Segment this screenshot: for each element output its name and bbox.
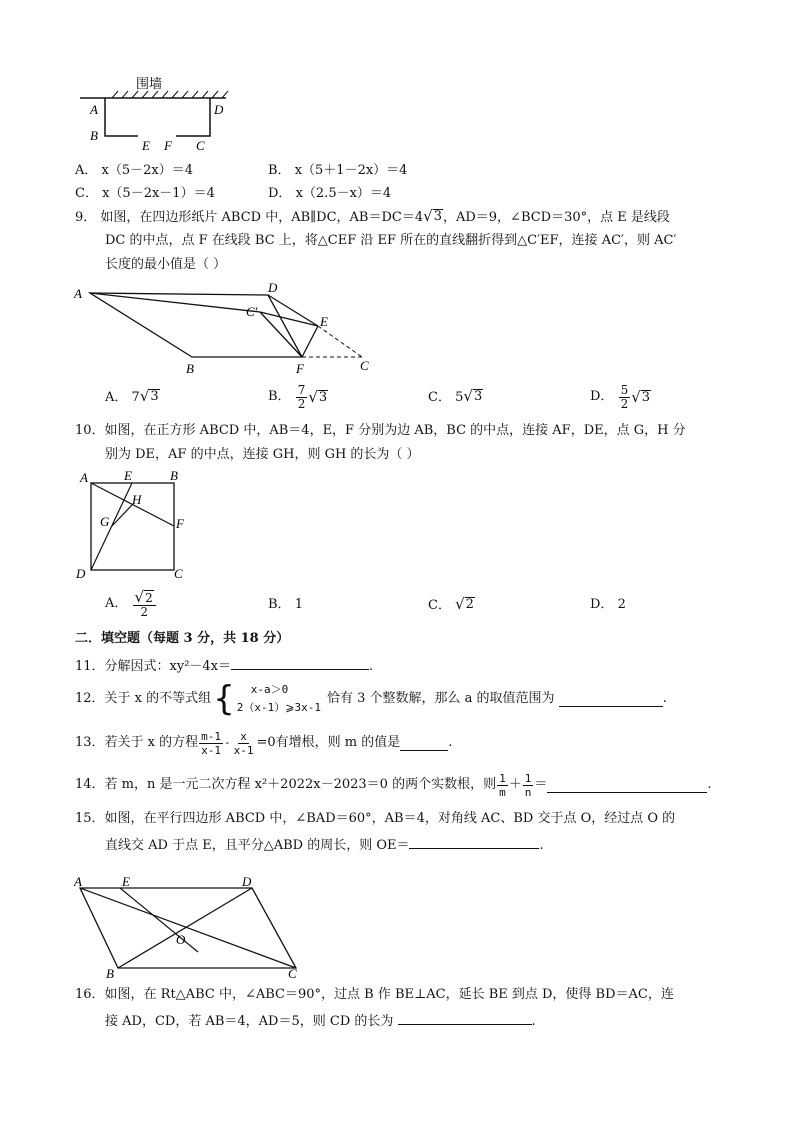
- wall-label: 围墙: [136, 76, 163, 91]
- sqrt-symbol: √ 3: [631, 388, 651, 406]
- point-D: D: [268, 280, 278, 295]
- q14: 14．若 m，n 是一元二次方程 x²＋2022x－2023＝0 的两个实数根，则 $\frac{1}{m}$ ＋ $\frac{1}{n}$ ＝ .: [75, 771, 712, 799]
- point-B: B: [186, 361, 194, 376]
- point-A: A: [74, 874, 82, 889]
- sqrt-symbol: √ 2: [455, 595, 474, 613]
- point-F: F: [176, 516, 184, 531]
- q16-line2: 接 AD，CD，若 AB＝4，AD＝5，则 CD 的长为 .: [105, 1010, 536, 1031]
- point-B: B: [170, 468, 178, 483]
- point-C: C: [174, 566, 183, 581]
- q10-option-d: D． 2: [590, 597, 626, 612]
- q10-line2: 别为 DE，AF 的中点，连接 GH，则 GH 的长为（ ）: [105, 447, 420, 462]
- point-B: B: [106, 966, 114, 981]
- q8-option-a: A． x（5－2x）＝4: [75, 163, 194, 178]
- q8-option-d: D． x（2.5－x）＝4: [268, 186, 392, 201]
- answer-blank[interactable]: [231, 655, 369, 670]
- sqrt-symbol: √ 3: [423, 207, 442, 225]
- point-A: A: [80, 470, 88, 485]
- answer-blank[interactable]: [409, 834, 539, 849]
- point-C: C: [360, 358, 369, 373]
- q9-line2: DC 的中点，点 F 在线段 BC 上，将△CEF 沿 EF 所在的直线翻折得到△C′EF，连接 AC′，则 AC′: [105, 233, 677, 248]
- section-heading: 二．填空题（每题 3 分，共 18 分）: [75, 631, 290, 646]
- point-E: E: [124, 468, 132, 483]
- q15-line2: 直线交 AD 于点 E，且平分△ABD 的周长，则 OE＝ .: [105, 834, 544, 855]
- sqrt-symbol: √ 3: [139, 387, 159, 405]
- q12: 12．关于 x 的不等式组 { x-a＞0 2（x-1）⩾3x-1 恰有 3 个整数解，那么 a 的取值范围为 .: [75, 679, 667, 719]
- q10-option-a: A． √ 2 2: [105, 586, 157, 622]
- sqrt-symbol: √ 2: [134, 588, 153, 606]
- point-E: E: [320, 314, 328, 329]
- point-F: F: [164, 138, 172, 150]
- inequality-brace: {: [213, 679, 235, 719]
- q15-line1: 15．如图，在平行四边形 ABCD 中，∠BAD＝60°，AB＝4，对角线 AC、BD 交于点 O，经过点 O 的: [75, 811, 676, 826]
- q8-option-c: C． x（5－2x－1）＝4: [75, 186, 215, 201]
- point-D: D: [76, 566, 86, 581]
- q10-option-b: B． 1: [268, 597, 303, 612]
- answer-blank[interactable]: [398, 1010, 532, 1025]
- q10-option-c: C． √ 2: [428, 595, 474, 613]
- point-H: H: [132, 492, 142, 507]
- q9-option-c: C． 5 √ 3: [428, 387, 483, 405]
- q11: 11．分解因式：xy²－4x＝ .: [75, 655, 373, 676]
- point-G: G: [100, 514, 110, 529]
- answer-blank[interactable]: [547, 778, 707, 793]
- point-F: F: [296, 361, 304, 376]
- q9-option-b: B． $\frac{7}{2}$ √ 3: [268, 382, 328, 411]
- wall-fence-figure: [72, 70, 242, 150]
- q13: 13．若关于 x 的方程 $\frac{m-1}{x-1}$ - $\frac{x}{x-1}$ =0有增根，则 m 的值是 .: [75, 729, 453, 757]
- q9-option-d: D． $\frac{5}{2}$ √ 3: [590, 382, 651, 411]
- point-B: B: [90, 128, 98, 143]
- answer-blank[interactable]: [559, 692, 663, 707]
- q10-line1: 10．如图，在正方形 ABCD 中，AB＝4，E，F 分别为边 AB，BC 的中点，连接 AF，DE，点 G，H 分: [75, 423, 686, 438]
- inequality-system: x-a＞0 2（x-1）⩾3x-1: [236, 683, 321, 714]
- point-D: D: [242, 874, 252, 889]
- point-A: A: [74, 286, 82, 301]
- point-E: E: [122, 874, 130, 889]
- point-C-prime: C′: [246, 304, 258, 319]
- point-C: C: [288, 966, 297, 981]
- point-C: C: [196, 138, 205, 150]
- q9-quadrilateral-figure: [70, 280, 390, 380]
- point-A: A: [90, 102, 98, 117]
- point-D: D: [214, 102, 224, 117]
- q8-option-b: B． x（5＋1－2x）＝4: [268, 163, 408, 178]
- q9-line3: 长度的最小值是（ ）: [105, 257, 227, 272]
- q9-line1: 9． 如图，在四边形纸片 ABCD 中，AB∥DC，AB＝DC＝4 √ 3 ，AD＝9，∠BCD＝30°，点 E 是线段: [75, 207, 670, 225]
- answer-blank[interactable]: [400, 736, 448, 751]
- q9-option-a: A． 7 √ 3: [105, 387, 159, 405]
- q16-line1: 16．如图，在 Rt△ABC 中，∠ABC＝90°，过点 B 作 BE⊥AC，延长 BE 到点 D，使得 BD＝AC，连: [75, 987, 674, 1002]
- point-O: O: [176, 932, 186, 947]
- sqrt-symbol: √ 3: [308, 388, 328, 406]
- sqrt-symbol: √ 3: [463, 387, 483, 405]
- q15-parallelogram-figure: [70, 872, 310, 982]
- point-E: E: [142, 138, 150, 150]
- q10-square-figure: [72, 466, 192, 584]
